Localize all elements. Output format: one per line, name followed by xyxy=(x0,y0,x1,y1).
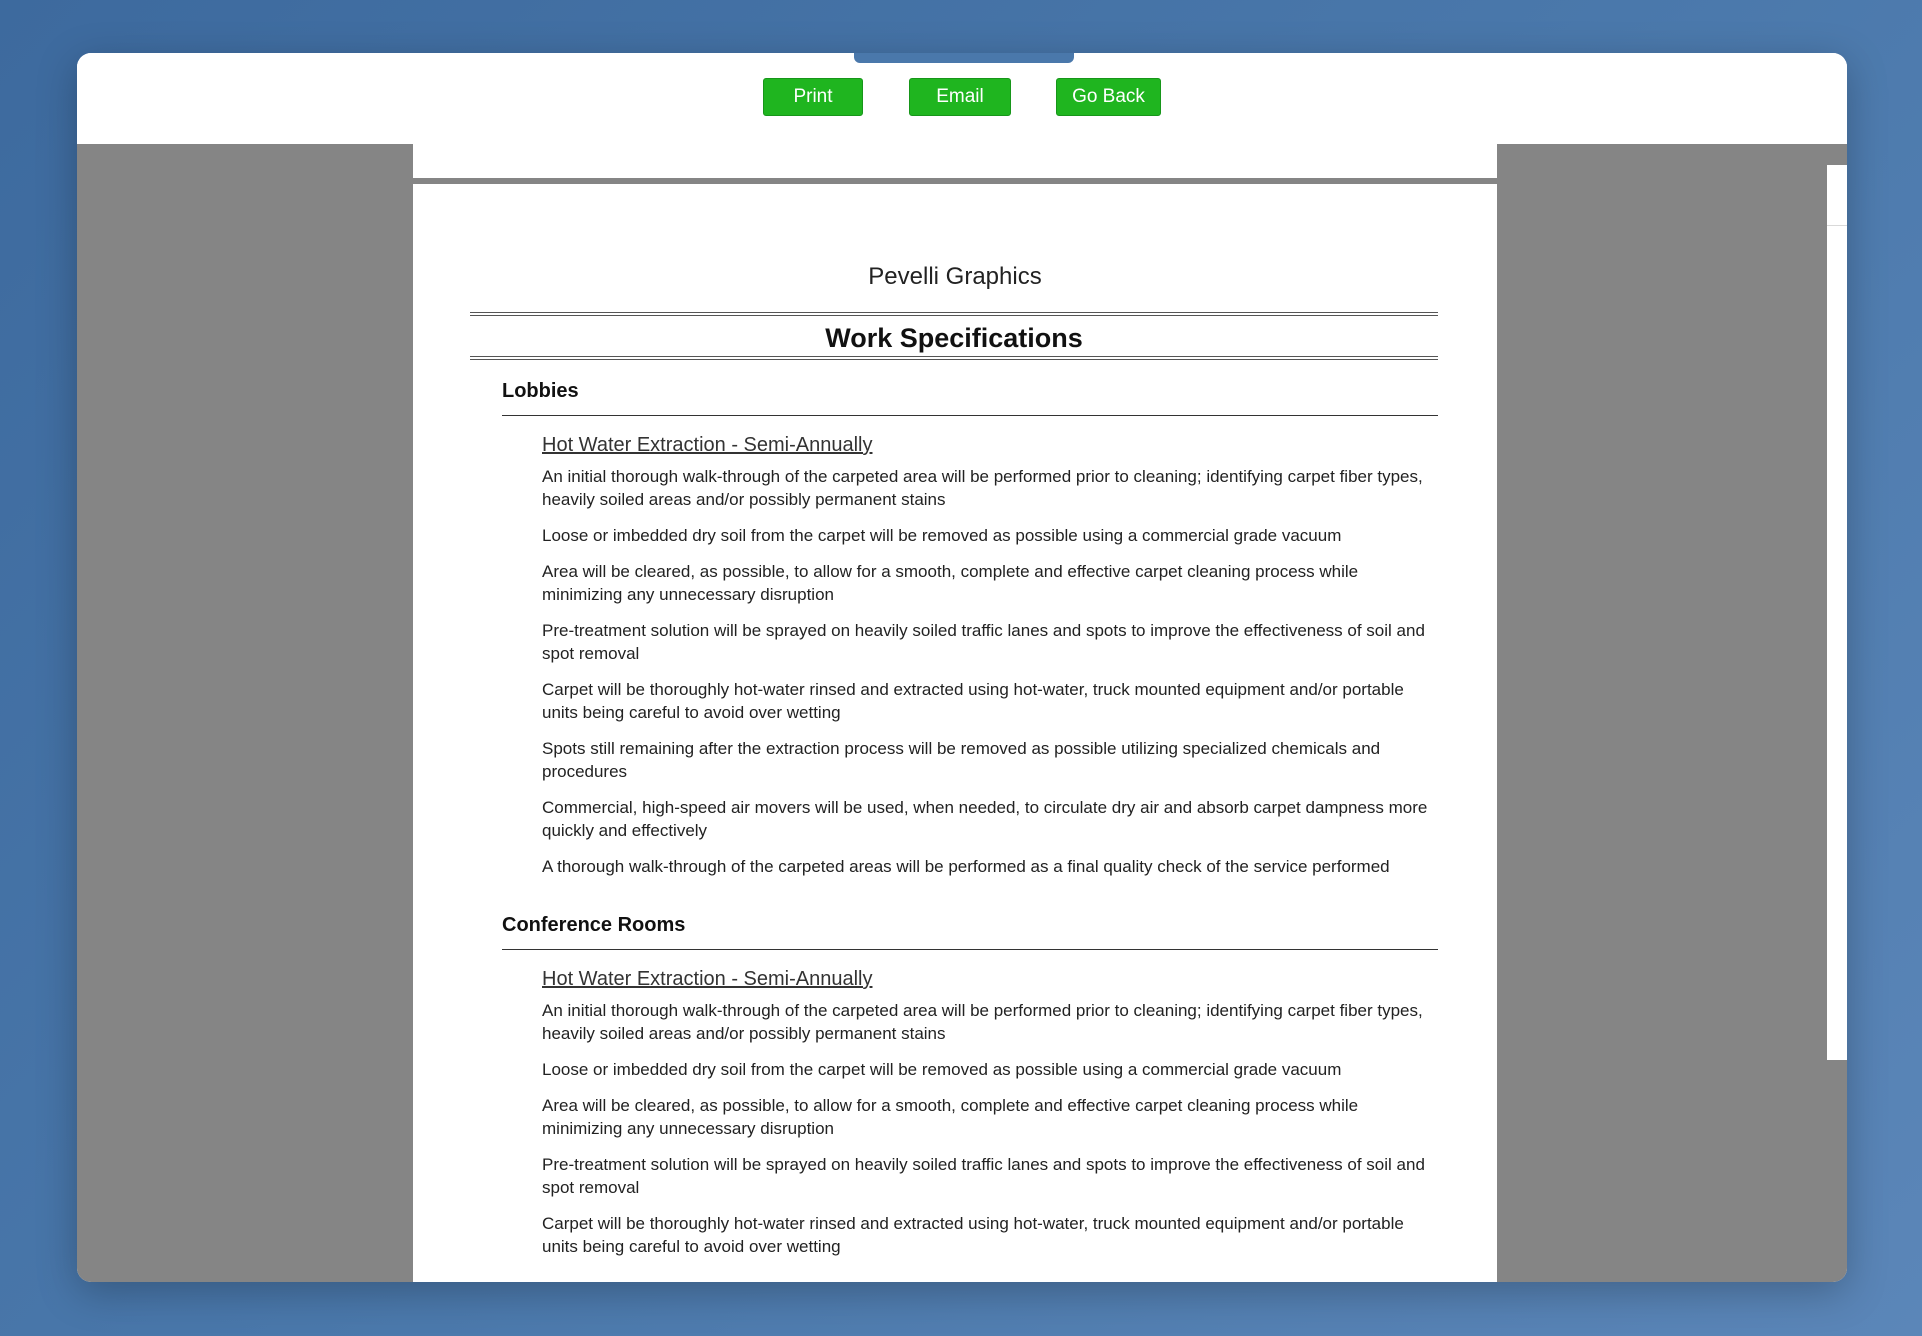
print-button[interactable]: Print xyxy=(763,78,863,116)
company-name: Pevelli Graphics xyxy=(868,263,1042,290)
spec-item: Area will be cleared, as possible, to allow for a smooth, complete and effective carpet cleaning process while minimizing any unnecessary disruption xyxy=(542,1096,1359,1138)
spec-item: Carpet will be thoroughly hot-water rinsed and extracted using hot-water, truck mounted equipment and/or portable units being careful to avoid over wetting xyxy=(542,680,1404,722)
email-button[interactable]: Email xyxy=(909,78,1011,116)
spec-item: Spots still remaining after the extraction process will be removed as possible utilizing specialized chemicals and procedures xyxy=(542,739,1381,781)
document-title: Work Specifications xyxy=(825,323,1083,353)
title-band xyxy=(470,312,1438,360)
spec-item: Pre-treatment solution will be sprayed on heavily soiled traffic lanes and spots to improve the effectiveness of soil and spot removal xyxy=(542,1155,1425,1197)
task-title: Hot Water Extraction - Semi-Annually xyxy=(542,968,873,990)
side-panel-divider xyxy=(1827,225,1847,226)
spec-item: Carpet will be thoroughly hot-water rinsed and extracted using hot-water, truck mounted equipment and/or portable units being careful to avoid over wetting xyxy=(542,1214,1404,1256)
spec-item: Loose or imbedded dry soil from the carpet will be removed as possible using a commercial grade vacuum xyxy=(542,526,1342,545)
spec-item: Loose or imbedded dry soil from the carpet will be removed as possible using a commercial grade vacuum xyxy=(542,1060,1342,1079)
toolbar xyxy=(77,53,1847,144)
spec-item: Commercial, high-speed air movers will be used, when needed, to circulate dry air and absorb carpet dampness more quickly and effectively xyxy=(542,798,1428,840)
document-page xyxy=(413,184,1497,1282)
go-back-button[interactable]: Go Back xyxy=(1056,78,1161,116)
section-lobbies xyxy=(502,380,1438,891)
previous-page-edge xyxy=(413,144,1497,178)
document-viewer[interactable] xyxy=(77,144,1847,1282)
spec-item: Pre-treatment solution will be sprayed on heavily soiled traffic lanes and spots to improve the effectiveness of soil and spot removal xyxy=(542,621,1425,663)
side-panel-edge xyxy=(1827,165,1847,1060)
top-tab-handle[interactable] xyxy=(854,53,1074,63)
section-heading: Conference Rooms xyxy=(502,914,1438,950)
task-block xyxy=(542,434,1438,878)
task-block xyxy=(542,968,1438,1258)
spec-item: An initial thorough walk-through of the carpeted area will be performed prior to cleaning; identifying carpet fiber types, heavily soiled areas and/or possibly permanent stains xyxy=(542,1001,1423,1043)
spec-item: A thorough walk-through of the carpeted areas will be performed as a final quality check of the service performed xyxy=(542,857,1390,876)
section-conference-rooms xyxy=(502,914,1438,1271)
task-title: Hot Water Extraction - Semi-Annually xyxy=(542,434,873,456)
app-window xyxy=(77,53,1847,1282)
spec-item: An initial thorough walk-through of the carpeted area will be performed prior to cleaning; identifying carpet fiber types, heavily soiled areas and/or possibly permanent stains xyxy=(542,467,1423,509)
spec-item: Area will be cleared, as possible, to allow for a smooth, complete and effective carpet cleaning process while minimizing any unnecessary disruption xyxy=(542,562,1359,604)
section-heading: Lobbies xyxy=(502,380,1438,416)
